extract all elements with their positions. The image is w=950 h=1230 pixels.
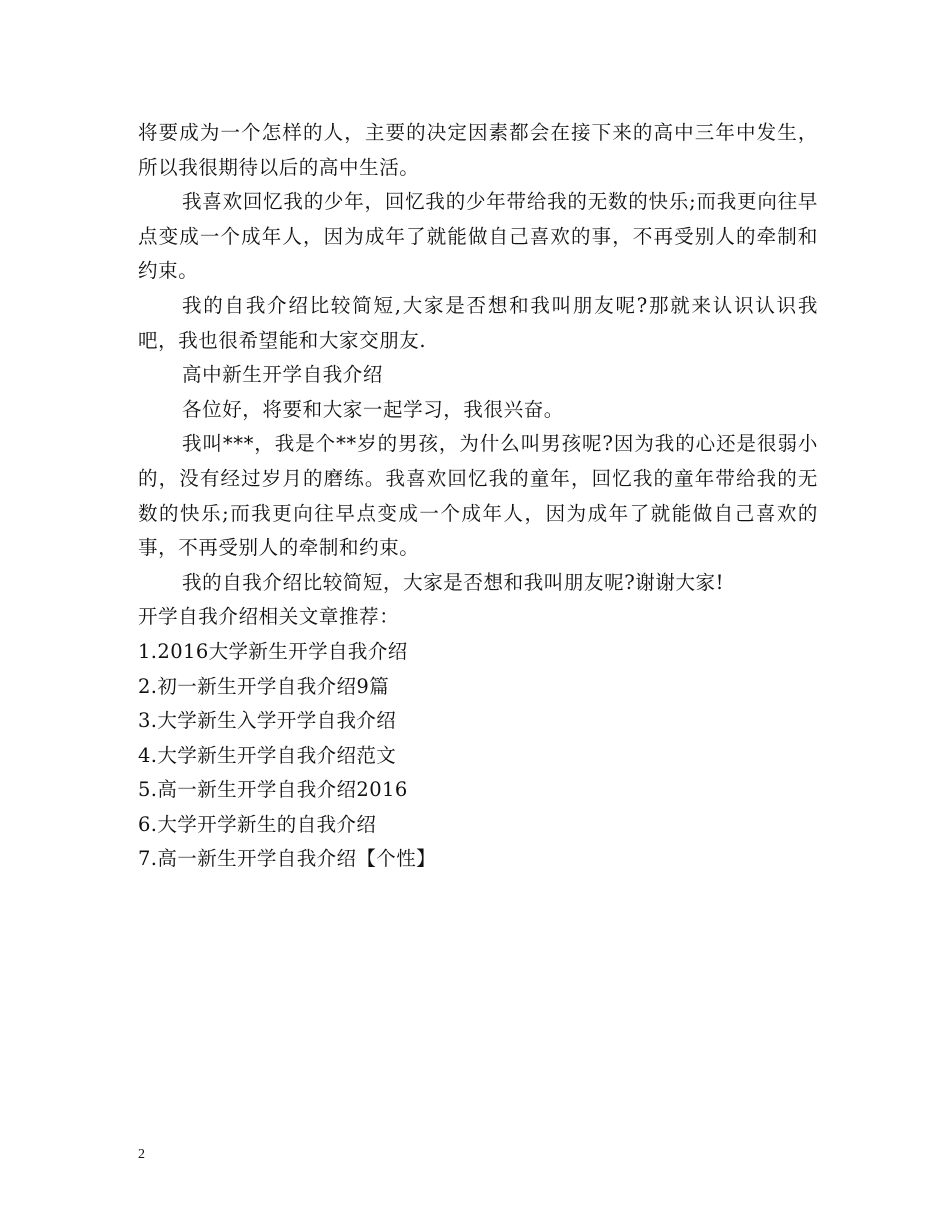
paragraph-3: 我的自我介绍比较简短,大家是否想和我叫朋友呢?那就来认识认识我吧，我也很希望能和大家交朋友. [138,293,818,352]
paragraph-closing: 我的自我介绍比较简短，大家是否想和我叫朋友呢?谢谢大家! [182,570,725,594]
related-article-item[interactable]: 4.大学新生开学自我介绍范文 [138,743,397,767]
related-heading: 开学自我介绍相关文章推荐： [138,605,400,629]
related-articles-list [138,635,818,877]
section-title: 高中新生开学自我介绍 [182,363,384,387]
related-article-item[interactable]: 2.初一新生开学自我介绍9篇 [138,674,390,698]
paragraph-greeting: 各位好，将要和大家一起学习，我很兴奋。 [182,397,564,421]
related-article-item[interactable]: 6.大学开学新生的自我介绍 [138,812,377,836]
related-article-item[interactable]: 5.高一新生开学自我介绍2016 [138,778,408,802]
related-article-item[interactable]: 7.高一新生开学自我介绍【个性】 [138,847,437,871]
page-number: 2 [138,1147,145,1162]
related-article-item[interactable]: 1.2016大学新生开学自我介绍 [138,639,408,663]
paragraph-intro: 我叫***，我是个**岁的男孩，为什么叫男孩呢?因为我的心还是很弱小的，没有经过岁月的磨练。我喜欢回忆我的童年，回忆我的童年带给我的无数的快乐;而我更向往早点变成一个成年人，因为成年了就能做自己喜欢的事，不再受别人的牵制和约束。 [138,432,818,560]
paragraph-1: 将要成为一个怎样的人，主要的决定因素都会在接下来的高中三年中发生，所以我很期待以后的高中生活。 [138,121,818,179]
paragraph-2: 我喜欢回忆我的少年，回忆我的少年带给我的无数的快乐;而我更向往早点变成一个成年人，因为成年了就能做自己喜欢的事，不再受别人的牵制和约束。 [138,190,818,283]
document-page [138,116,818,877]
related-article-item[interactable]: 3.大学新生入学开学自我介绍 [138,709,397,733]
